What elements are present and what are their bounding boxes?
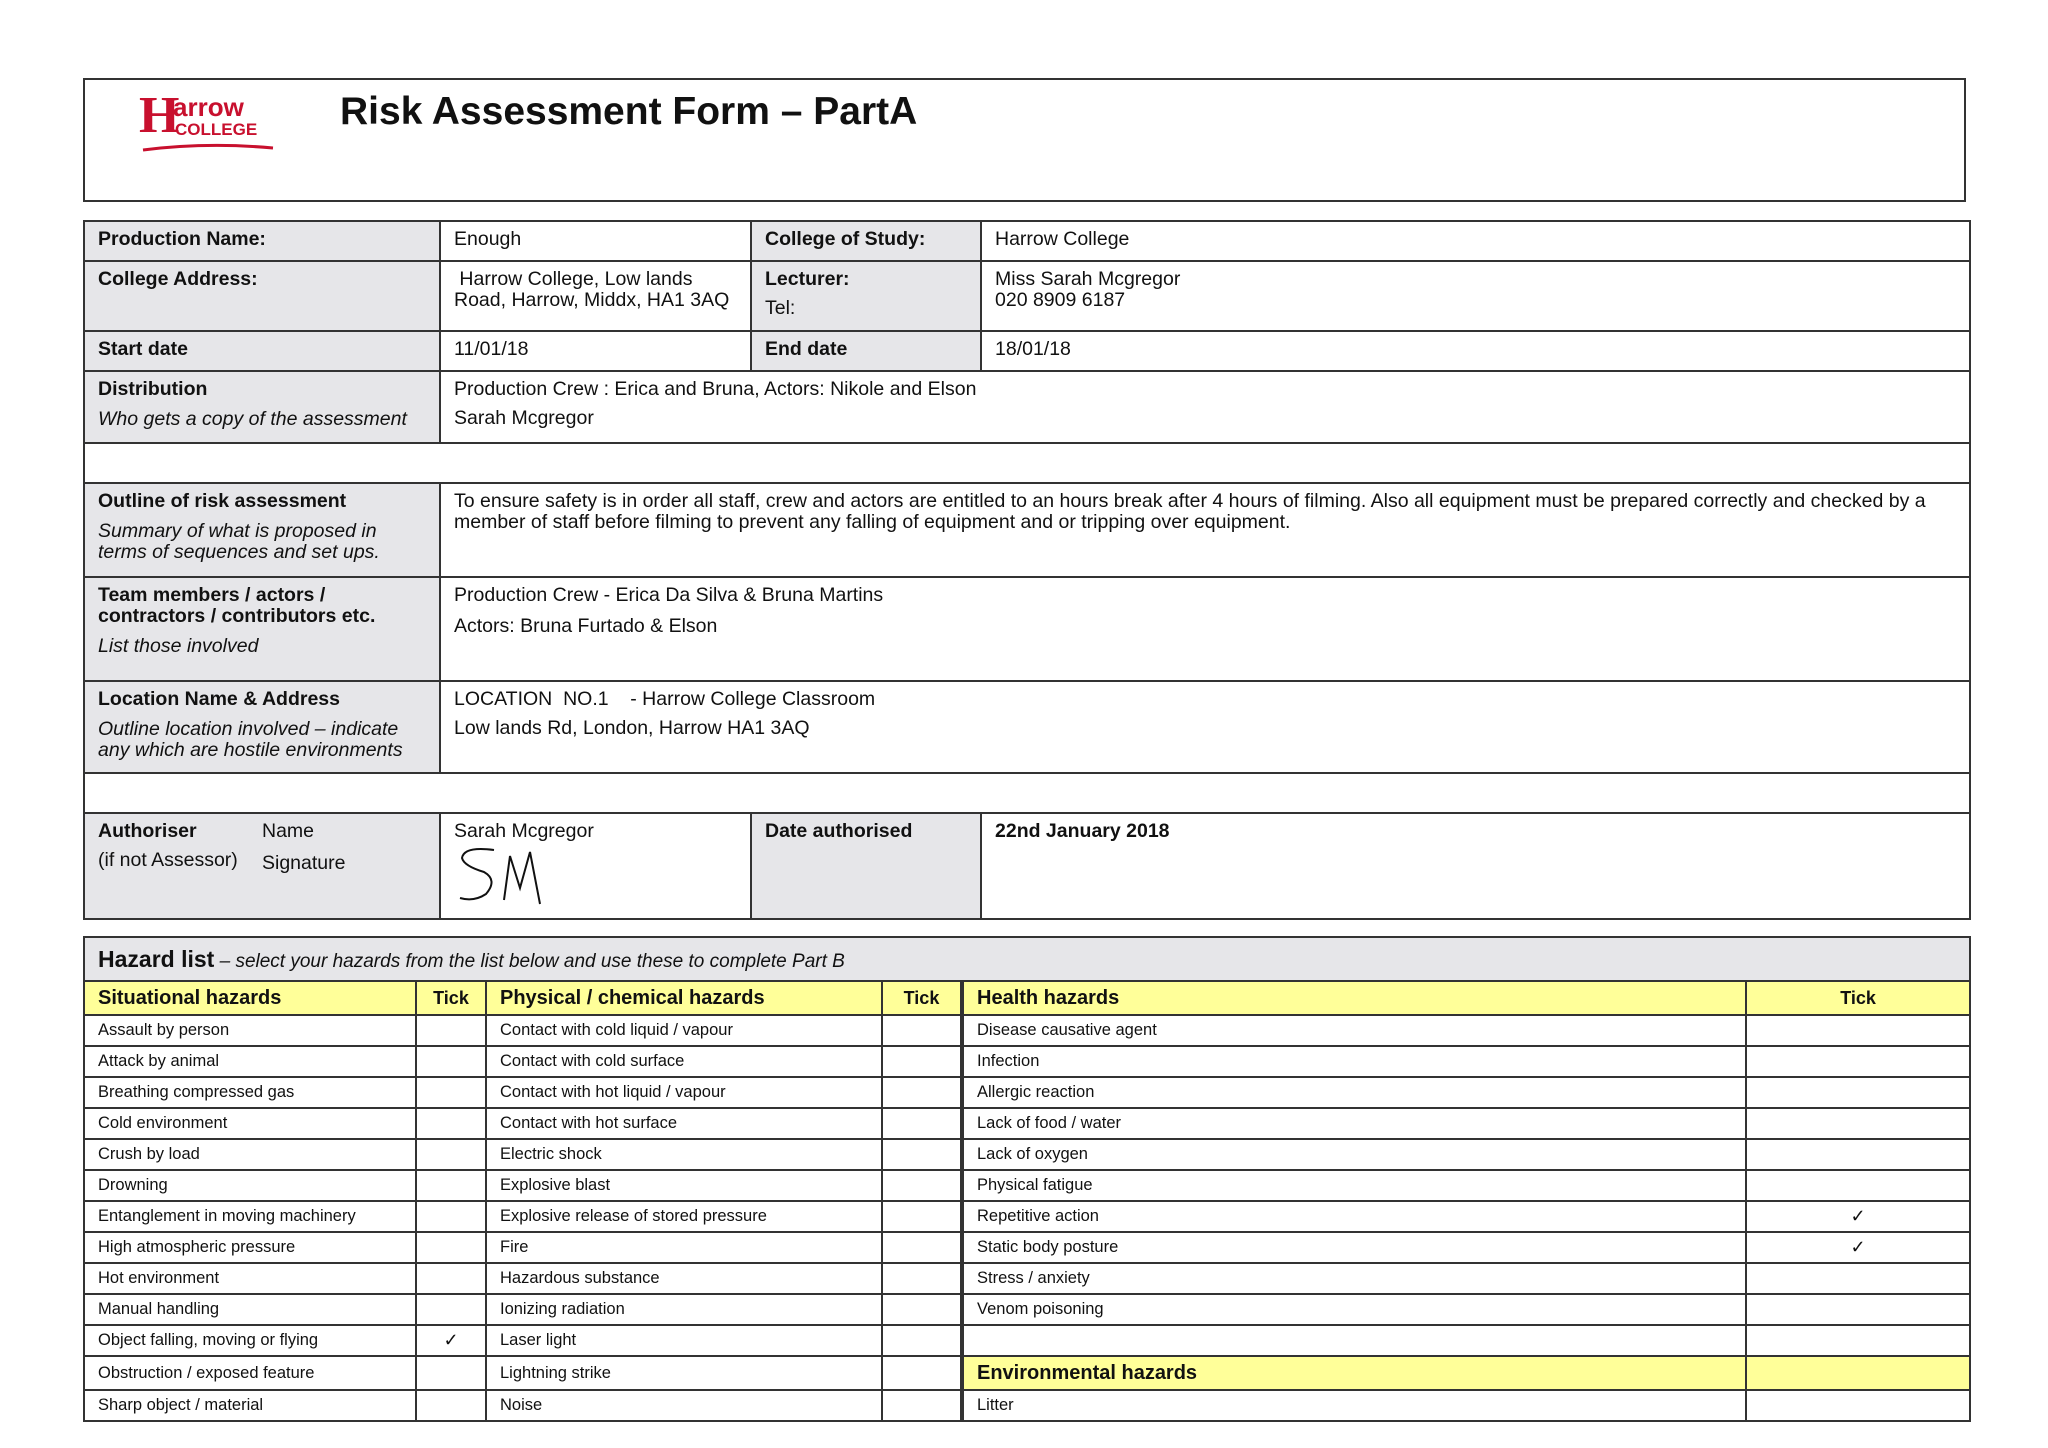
hazard-situational-tick[interactable] xyxy=(416,1077,486,1108)
hazard-health: Physical fatigue xyxy=(962,1170,1746,1201)
hazard-physical-tick[interactable] xyxy=(882,1046,962,1077)
hazard-situational: Drowning xyxy=(84,1170,416,1201)
hazard-row xyxy=(84,1015,1970,1046)
hazard-health: Allergic reaction xyxy=(962,1077,1746,1108)
team-line2: Actors: Bruna Furtado & Elson xyxy=(454,615,718,638)
hazard-situational: High atmospheric pressure xyxy=(84,1232,416,1263)
end-date-label: End date xyxy=(751,331,981,371)
hazard-situational-tick[interactable] xyxy=(416,1108,486,1139)
hazard-physical: Explosive release of stored pressure xyxy=(486,1201,882,1232)
signature-image xyxy=(454,842,564,908)
hazard-health: Venom poisoning xyxy=(962,1294,1746,1325)
signature-label: Signature xyxy=(262,852,346,874)
hazard-physical: Ionizing radiation xyxy=(486,1294,882,1325)
hazard-physical: Lightning strike xyxy=(486,1356,882,1390)
hazard-health: Disease causative agent xyxy=(962,1015,1746,1046)
hazard-row xyxy=(84,1077,1970,1108)
team-line1: Production Crew - Erica Da Silva & Bruna Martins xyxy=(454,584,884,606)
hazard-situational: Sharp object / material xyxy=(84,1390,416,1421)
hazard-physical: Laser light xyxy=(486,1325,882,1356)
team-sub: List those involved xyxy=(98,635,259,658)
hazard-health-tick[interactable] xyxy=(1746,1325,1970,1356)
hazard-row xyxy=(84,1046,1970,1077)
distribution-label: Distribution xyxy=(98,378,208,400)
hazard-health-tick[interactable] xyxy=(1746,1015,1970,1046)
hazard-health: Static body posture xyxy=(962,1232,1746,1263)
lecturer-name: Miss Sarah Mcgregor xyxy=(995,268,1181,290)
page-title: Risk Assessment Form – PartA xyxy=(340,90,918,133)
hazard-situational-tick[interactable] xyxy=(416,1015,486,1046)
hazard-physical: Contact with cold surface xyxy=(486,1046,882,1077)
college-address-value xyxy=(440,261,751,331)
hazard-physical: Noise xyxy=(486,1390,882,1421)
hazard-situational-tick[interactable] xyxy=(416,1170,486,1201)
health-tick-header: Tick xyxy=(1746,981,1970,1015)
hazard-physical-tick[interactable] xyxy=(882,1139,962,1170)
hazard-health: Stress / anxiety xyxy=(962,1263,1746,1294)
distribution-label-cell xyxy=(84,371,440,443)
authoriser-label: Authoriser xyxy=(98,820,197,842)
hazard-physical-tick[interactable] xyxy=(882,1170,962,1201)
hazard-physical: Contact with cold liquid / vapour xyxy=(486,1015,882,1046)
physical-header: Physical / chemical hazards xyxy=(486,981,882,1015)
hazard-health-tick[interactable] xyxy=(1746,1077,1970,1108)
hazard-health-tick[interactable] xyxy=(1746,1139,1970,1170)
hazard-health: Repetitive action xyxy=(962,1201,1746,1232)
location-line1: LOCATION NO.1 - Harrow College Classroom xyxy=(454,688,876,710)
hazard-situational-tick[interactable] xyxy=(416,1356,486,1390)
location-label: Location Name & Address xyxy=(98,688,340,710)
form-header xyxy=(83,78,1966,202)
hazard-physical-tick[interactable] xyxy=(882,1232,962,1263)
distribution-value xyxy=(440,371,1970,443)
hazard-situational-tick[interactable] xyxy=(416,1046,486,1077)
hazard-situational-tick[interactable] xyxy=(416,1139,486,1170)
health-header: Health hazards xyxy=(962,981,1746,1015)
hazard-row xyxy=(84,1201,1970,1232)
hazard-situational-tick[interactable] xyxy=(416,1294,486,1325)
logo-letter: H xyxy=(139,88,180,144)
hazard-health-tick[interactable]: ✓ xyxy=(1746,1232,1970,1263)
location-sub: Outline location involved – indicate any which are hostile environments xyxy=(98,718,403,762)
team-value xyxy=(440,577,1970,681)
hazard-physical: Contact with hot liquid / vapour xyxy=(486,1077,882,1108)
harrow-college-logo xyxy=(137,88,287,164)
hazard-situational: Cold environment xyxy=(84,1108,416,1139)
college-of-study-label: College of Study: xyxy=(751,221,981,261)
hazard-situational-tick[interactable] xyxy=(416,1201,486,1232)
outline-label-cell xyxy=(84,483,440,577)
hazard-row xyxy=(84,1139,1970,1170)
hazard-physical-tick[interactable] xyxy=(882,1390,962,1421)
hazard-situational-tick[interactable] xyxy=(416,1263,486,1294)
hazard-physical: Fire xyxy=(486,1232,882,1263)
team-label: Team members / actors / contractors / contributors etc. xyxy=(98,584,376,628)
environmental-tick-header xyxy=(1746,1356,1970,1390)
hazard-situational: Entanglement in moving machinery xyxy=(84,1201,416,1232)
spacer-row xyxy=(84,773,1970,813)
production-name-label: Production Name: xyxy=(84,221,440,261)
hazard-environmental-tick[interactable] xyxy=(1746,1390,1970,1421)
hazard-row xyxy=(84,1232,1970,1263)
production-name-value: Enough xyxy=(440,221,751,261)
info-table xyxy=(83,220,1971,920)
spacer-row xyxy=(84,443,1970,483)
location-value xyxy=(440,681,1970,773)
hazard-situational: Attack by animal xyxy=(84,1046,416,1077)
hazard-list-heading: Hazard list xyxy=(98,945,215,972)
hazard-situational-tick[interactable]: ✓ xyxy=(416,1325,486,1356)
hazard-health-tick[interactable] xyxy=(1746,1170,1970,1201)
hazard-situational-tick[interactable] xyxy=(416,1390,486,1421)
hazard-physical: Electric shock xyxy=(486,1139,882,1170)
hazard-environmental: Litter xyxy=(962,1390,1746,1421)
situational-header: Situational hazards xyxy=(84,981,416,1015)
hazard-health xyxy=(962,1325,1746,1356)
hazard-physical-tick[interactable] xyxy=(882,1294,962,1325)
date-authorised-label: Date authorised xyxy=(751,813,981,919)
lecturer-tel: 020 8909 6187 xyxy=(995,289,1126,312)
hazard-situational: Crush by load xyxy=(84,1139,416,1170)
hazard-situational: Manual handling xyxy=(84,1294,416,1325)
outline-sub: Summary of what is proposed in terms of sequences and set ups. xyxy=(98,520,380,564)
hazard-physical-tick[interactable] xyxy=(882,1201,962,1232)
tel-label: Tel: xyxy=(765,297,796,320)
logo-line2: COLLEGE xyxy=(175,120,258,139)
distribution-line2: Sarah Mcgregor xyxy=(454,407,594,430)
lecturer-label-cell xyxy=(751,261,981,331)
hazard-health-tick[interactable] xyxy=(1746,1108,1970,1139)
hazard-situational: Assault by person xyxy=(84,1015,416,1046)
hazard-health-tick[interactable] xyxy=(1746,1294,1970,1325)
hazard-situational-tick[interactable] xyxy=(416,1232,486,1263)
hazard-physical: Contact with hot surface xyxy=(486,1108,882,1139)
hazard-physical-tick[interactable] xyxy=(882,1077,962,1108)
hazard-row xyxy=(84,1325,1970,1356)
hazard-physical-tick[interactable] xyxy=(882,1263,962,1294)
lecturer-label: Lecturer: xyxy=(765,268,850,290)
hazard-situational: Obstruction / exposed feature xyxy=(84,1356,416,1390)
hazard-health: Lack of food / water xyxy=(962,1108,1746,1139)
end-date-value: 18/01/18 xyxy=(981,331,1970,371)
hazard-row xyxy=(84,1108,1970,1139)
environmental-header: Environmental hazards xyxy=(962,1356,1746,1390)
hazard-situational: Object falling, moving or flying xyxy=(84,1325,416,1356)
distribution-line1: Production Crew : Erica and Bruna, Actors: Nikole and Elson xyxy=(454,378,977,400)
date-authorised-value: 22nd January 2018 xyxy=(981,813,1970,919)
hazard-list-instruction: – select your hazards from the list below and use these to complete Part B xyxy=(214,950,845,972)
hazard-physical-tick[interactable] xyxy=(882,1356,962,1390)
hazard-health-tick[interactable]: ✓ xyxy=(1746,1201,1970,1232)
college-address-line1: Harrow College, Low lands xyxy=(454,268,693,290)
hazard-row xyxy=(84,1263,1970,1294)
hazard-row xyxy=(84,1294,1970,1325)
situational-tick-header: Tick xyxy=(416,981,486,1015)
hazard-physical-tick[interactable] xyxy=(882,1325,962,1356)
location-label-cell xyxy=(84,681,440,773)
logo-line1: arrow xyxy=(173,92,244,122)
hazard-health: Infection xyxy=(962,1046,1746,1077)
physical-tick-header: Tick xyxy=(882,981,962,1015)
hazard-situational: Breathing compressed gas xyxy=(84,1077,416,1108)
hazard-situational: Hot environment xyxy=(84,1263,416,1294)
college-of-study-value: Harrow College xyxy=(981,221,1970,261)
hazard-row xyxy=(84,1170,1970,1201)
hazard-health-tick[interactable] xyxy=(1746,1046,1970,1077)
authoriser-name: Sarah Mcgregor xyxy=(454,820,594,842)
distribution-sub: Who gets a copy of the assessment xyxy=(98,408,407,431)
name-label: Name xyxy=(262,820,315,842)
team-label-cell xyxy=(84,577,440,681)
college-address-line2: Road, Harrow, Middx, HA1 3AQ xyxy=(454,289,730,312)
hazard-table xyxy=(83,936,1971,1422)
authoriser-label-cell xyxy=(84,813,440,919)
hazard-physical: Explosive blast xyxy=(486,1170,882,1201)
hazard-physical-tick[interactable] xyxy=(882,1015,962,1046)
outline-label: Outline of risk assessment xyxy=(98,490,347,512)
lecturer-value xyxy=(981,261,1970,331)
location-line2: Low lands Rd, London, Harrow HA1 3AQ xyxy=(454,717,810,740)
hazard-health: Lack of oxygen xyxy=(962,1139,1746,1170)
hazard-list-title xyxy=(84,937,1970,981)
hazard-health-tick[interactable] xyxy=(1746,1263,1970,1294)
start-date-label: Start date xyxy=(84,331,440,371)
outline-value: To ensure safety is in order all staff, crew and actors are entitled to an hours break after 4 hours of filming. Also all equipment must be prepared correctly and checked by a member of staff before filming to prevent any falling of equipment and or tripping over equipment. xyxy=(440,483,1970,577)
hazard-physical-tick[interactable] xyxy=(882,1108,962,1139)
authoriser-sub: (if not Assessor) xyxy=(98,849,238,872)
start-date-value: 11/01/18 xyxy=(440,331,751,371)
college-address-label: College Address: xyxy=(84,261,440,331)
authoriser-value xyxy=(440,813,751,919)
hazard-physical: Hazardous substance xyxy=(486,1263,882,1294)
